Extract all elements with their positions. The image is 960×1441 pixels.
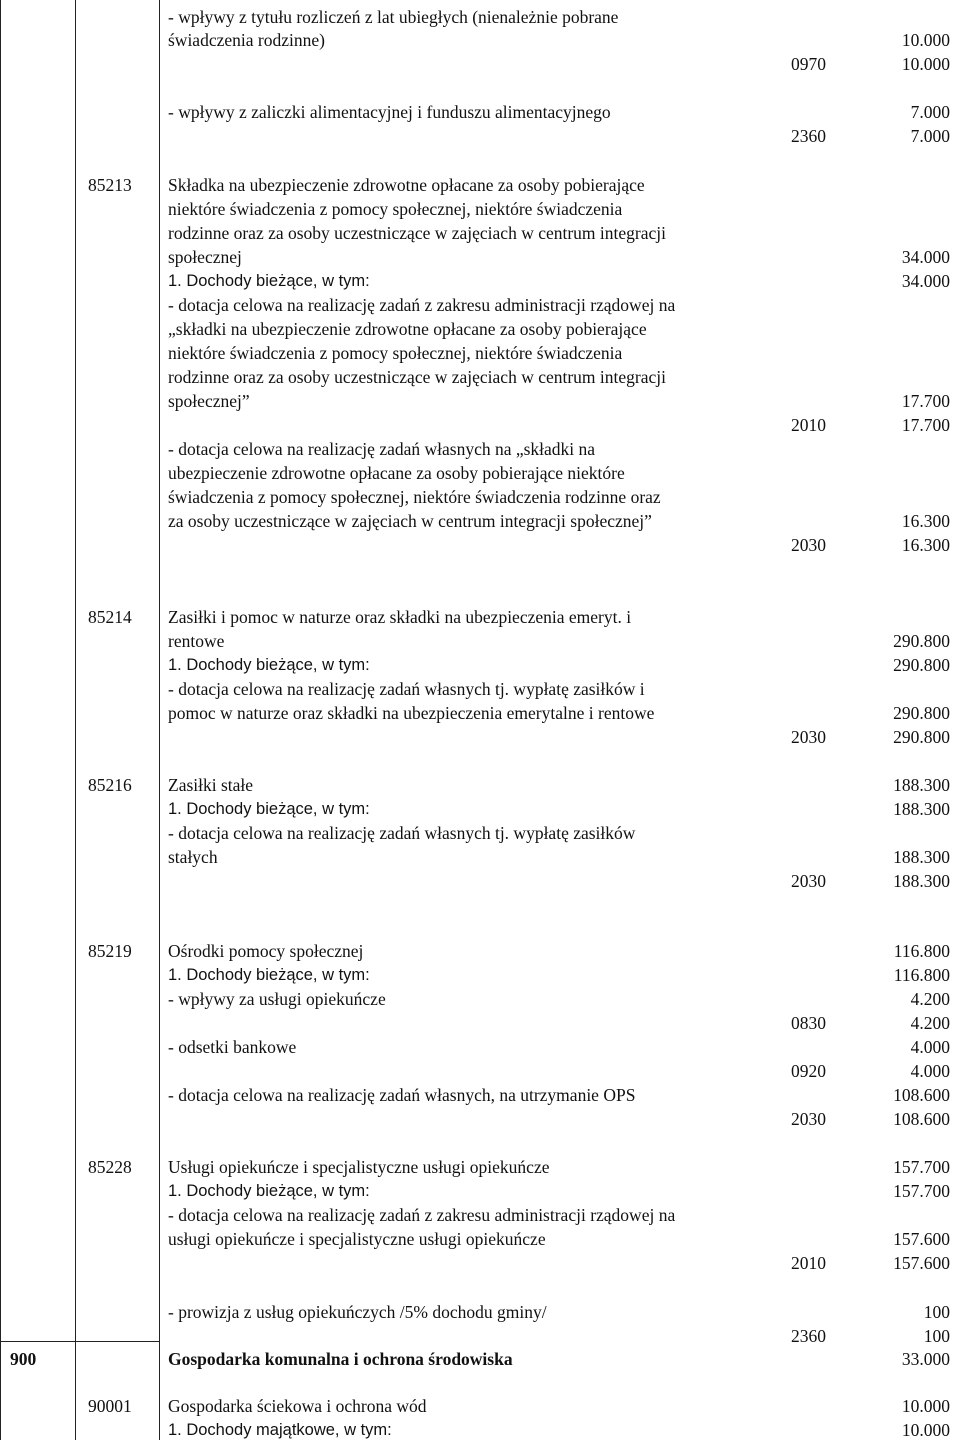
row-description: świadczenia rodzinne) xyxy=(168,30,325,50)
row-description: - prowizja z usług opiekuńczych /5% dochodu gminy/ xyxy=(168,1302,547,1322)
row-description: rodzinne oraz za osoby uczestniczące w zajęciach w centrum integracji xyxy=(168,223,666,243)
rozdzial-code: 85213 xyxy=(88,175,132,195)
row-description: za osoby uczestniczące w zajęciach w centrum integracji społecznej” xyxy=(168,511,652,531)
row-description: 1. Dochody bieżące, w tym: xyxy=(168,966,370,984)
row-description: niektóre świadczenia z pomocy społecznej, niektóre świadczenia xyxy=(168,343,623,363)
row-description: - dotacja celowa na realizację zadań własnych na „składki na xyxy=(168,439,596,459)
amount-value: 157.600 xyxy=(893,1253,950,1273)
amount-value: 116.800 xyxy=(893,941,950,961)
paragraph-code: 2030 xyxy=(791,1109,826,1129)
amount-value: 290.800 xyxy=(893,727,950,747)
amount-value: 157.600 xyxy=(893,1229,950,1249)
paragraph-code: 2030 xyxy=(791,871,826,891)
rozdzial-code: 90001 xyxy=(88,1396,132,1416)
amount-value: 10.000 xyxy=(901,54,950,74)
rozdzial-code: 85228 xyxy=(88,1157,132,1177)
amount-value: 10.000 xyxy=(901,1396,950,1416)
amount-value: 17.700 xyxy=(901,415,950,435)
row-description: Gospodarka komunalna i ochrona środowiska xyxy=(168,1349,513,1369)
row-description: Zasiłki stałe xyxy=(168,775,254,795)
dzial-code: 900 xyxy=(10,1349,37,1369)
row-description: niektóre świadczenia z pomocy społecznej, niektóre świadczenia xyxy=(168,199,623,219)
row-description: usługi opiekuńcze i specjalistyczne usługi opiekuńcze xyxy=(168,1229,546,1249)
row-description: - odsetki bankowe xyxy=(168,1037,297,1057)
amount-value: 188.300 xyxy=(893,799,950,819)
row-description: „składki na ubezpieczenie zdrowotne opłacane za osoby pobierające xyxy=(168,319,647,339)
paragraph-code: 2010 xyxy=(791,415,826,435)
row-description: społecznej xyxy=(168,247,242,267)
amount-value: 16.300 xyxy=(901,535,950,555)
amount-value: 34.000 xyxy=(901,271,950,291)
paragraph-code: 0830 xyxy=(791,1013,826,1033)
paragraph-code: 2360 xyxy=(791,1326,826,1346)
amount-value: 7.000 xyxy=(910,126,950,146)
amount-value: 10.000 xyxy=(901,30,950,50)
amount-value: 108.600 xyxy=(893,1085,950,1105)
paragraph-code: 0970 xyxy=(791,54,826,74)
amount-value: 290.800 xyxy=(893,703,950,723)
amount-value: 108.600 xyxy=(893,1109,950,1129)
amount-value: 4.000 xyxy=(910,1061,950,1081)
amount-value: 116.800 xyxy=(893,965,950,985)
amount-value: 157.700 xyxy=(893,1181,950,1201)
row-description: Usługi opiekuńcze i specjalistyczne usługi opiekuńcze xyxy=(168,1157,550,1177)
row-description: Gospodarka ściekowa i ochrona wód xyxy=(168,1396,427,1416)
amount-value: 100 xyxy=(923,1302,950,1322)
row-description: - wpływy z zaliczki alimentacyjnej i funduszu alimentacyjnego xyxy=(168,102,611,122)
amount-value: 290.800 xyxy=(893,631,950,651)
row-description: ubezpieczenie zdrowotne opłacane za osoby pobierające niektóre xyxy=(168,463,625,483)
row-description: - wpływy za usługi opiekuńcze xyxy=(168,989,386,1009)
rozdzial-code: 85214 xyxy=(88,607,132,627)
paragraph-code: 2010 xyxy=(791,1253,826,1273)
row-description: rodzinne oraz za osoby uczestniczące w zajęciach w centrum integracji xyxy=(168,367,666,387)
row-description: Ośrodki pomocy społecznej xyxy=(168,941,364,961)
amount-value: 157.700 xyxy=(893,1157,950,1177)
row-description: 1. Dochody bieżące, w tym: xyxy=(168,656,370,674)
paragraph-code: 2030 xyxy=(791,727,826,747)
table-border-left xyxy=(0,0,1,1440)
amount-value: 188.300 xyxy=(893,871,950,891)
row-description: Zasiłki i pomoc w naturze oraz składki na ubezpieczenia emeryt. i xyxy=(168,607,632,627)
paragraph-code: 2030 xyxy=(791,535,826,555)
paragraph-code: 0920 xyxy=(791,1061,826,1081)
row-description: 1. Dochody bieżące, w tym: xyxy=(168,1182,370,1200)
row-description: 1. Dochody bieżące, w tym: xyxy=(168,272,370,290)
row-description: pomoc w naturze oraz składki na ubezpieczenia emerytalne i rentowe xyxy=(168,703,655,723)
amount-value: 10.000 xyxy=(901,1420,950,1440)
paragraph-code: 2360 xyxy=(791,126,826,146)
row-description: 1. Dochody majątkowe, w tym: xyxy=(168,1421,392,1439)
amount-value: 4.000 xyxy=(910,1037,950,1057)
row-description: - dotacja celowa na realizację zadań własnych tj. wypłatę zasiłków i xyxy=(168,679,645,699)
amount-value: 290.800 xyxy=(893,655,950,675)
row-description: 1. Dochody bieżące, w tym: xyxy=(168,800,370,818)
amount-value: 4.200 xyxy=(910,989,950,1009)
amount-value: 7.000 xyxy=(910,102,950,122)
row-description: - dotacja celowa na realizację zadań z zakresu administracji rządowej na xyxy=(168,295,676,315)
amount-value: 16.300 xyxy=(901,511,950,531)
rozdzial-code: 85219 xyxy=(88,941,132,961)
rozdzial-code: 85216 xyxy=(88,775,132,795)
table-divider-dzial xyxy=(75,0,76,1440)
amount-value: 4.200 xyxy=(910,1013,950,1033)
row-description: - dotacja celowa na realizację zadań własnych tj. wypłatę zasiłków xyxy=(168,823,636,843)
row-description: rentowe xyxy=(168,631,225,651)
row-description: Składka na ubezpieczenie zdrowotne opłacane za osoby pobierające xyxy=(168,175,645,195)
amount-value: 100 xyxy=(923,1326,950,1346)
row-description: - wpływy z tytułu rozliczeń z lat ubiegłych (nienależnie pobrane xyxy=(168,7,619,27)
amount-value: 188.300 xyxy=(893,775,950,795)
amount-value: 34.000 xyxy=(901,247,950,267)
row-description: - dotacja celowa na realizację zadań własnych, na utrzymanie OPS xyxy=(168,1085,636,1105)
table-row-divider xyxy=(0,1341,159,1342)
amount-value: 188.300 xyxy=(893,847,950,867)
table-divider-rozdzial xyxy=(159,0,160,1440)
row-description: stałych xyxy=(168,847,218,867)
row-description: społecznej” xyxy=(168,391,250,411)
amount-value: 33.000 xyxy=(901,1349,950,1369)
row-description: świadczenia z pomocy społecznej, niektóre świadczenia rodzinne oraz xyxy=(168,487,661,507)
row-description: - dotacja celowa na realizację zadań z zakresu administracji rządowej na xyxy=(168,1205,676,1225)
amount-value: 17.700 xyxy=(901,391,950,411)
